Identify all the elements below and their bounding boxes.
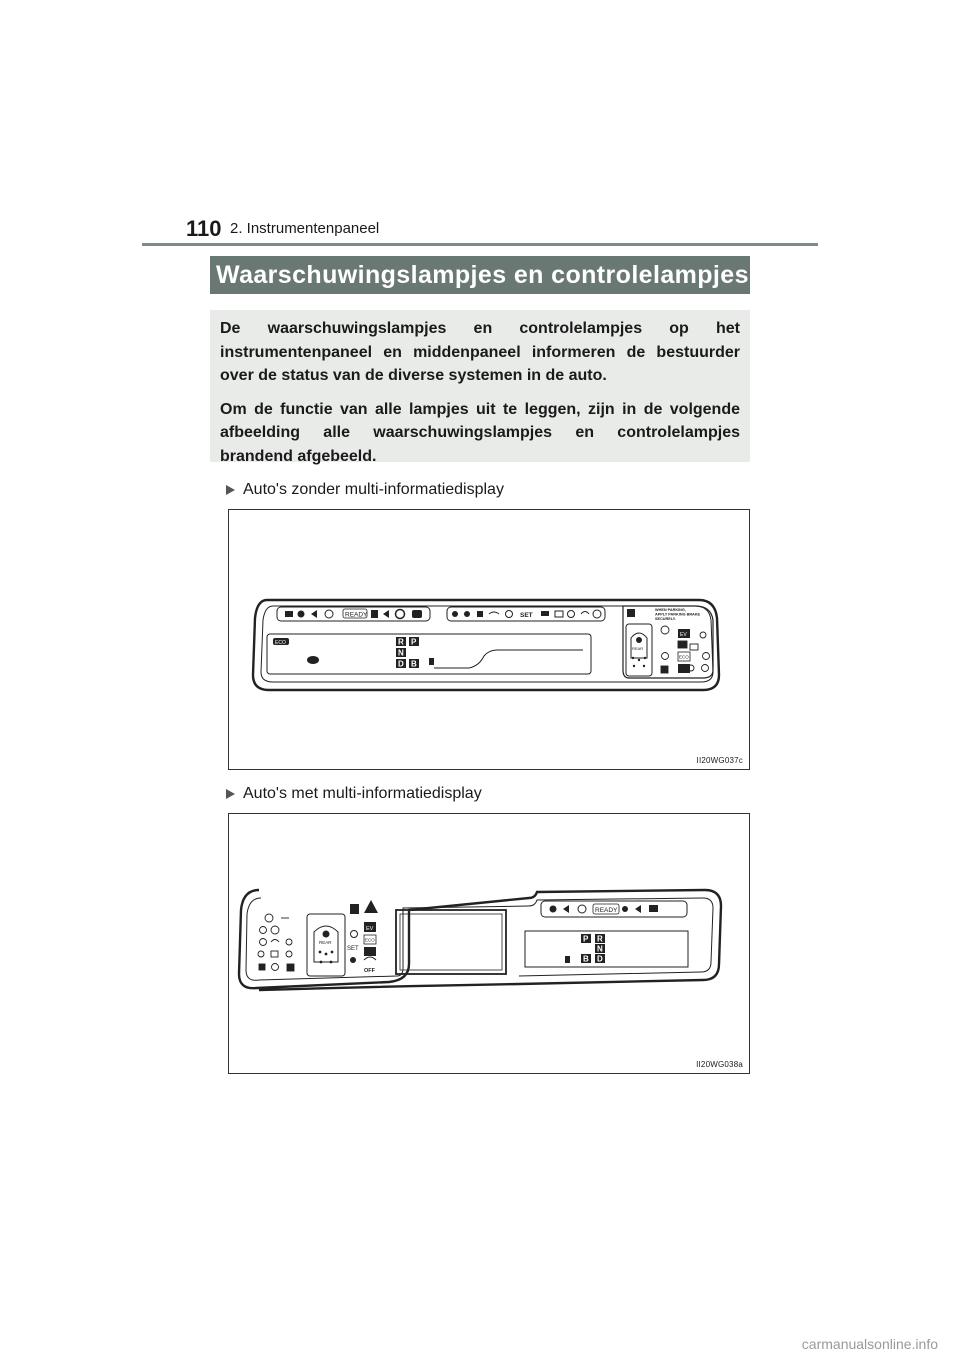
left-icon-grid bbox=[258, 914, 294, 971]
rear-label: REAR bbox=[632, 646, 644, 651]
figure2-caption bbox=[226, 785, 482, 803]
gear-n: N bbox=[597, 944, 603, 954]
figure1-caption-text: Auto's zonder multi-informatiedisplay bbox=[243, 481, 504, 498]
panel-outline bbox=[253, 600, 719, 690]
gear-grid bbox=[581, 934, 605, 964]
gear-d: D bbox=[398, 659, 404, 669]
gear-b: B bbox=[583, 954, 589, 964]
seatbelt-panel bbox=[307, 914, 345, 976]
intro-paragraph-1: De waarschuwingslampjes en controlelampjes op het instrumentenpaneel en middenpaneel informeren de bestuurder over de status van de diverse systemen in de auto. bbox=[220, 320, 740, 384]
triangle-bullet-icon bbox=[226, 789, 235, 799]
gear-grid bbox=[396, 637, 419, 669]
gear-r: R bbox=[398, 637, 404, 647]
parking-icon bbox=[350, 904, 359, 914]
parking-msg-1: WHEN PARKING, bbox=[655, 608, 686, 612]
central-display bbox=[267, 634, 591, 674]
page-number: 110 bbox=[186, 216, 222, 241]
figure1-illustration bbox=[229, 510, 749, 769]
gear-n: N bbox=[398, 648, 404, 658]
ev-icon bbox=[307, 656, 319, 664]
rear-label: REAR bbox=[319, 940, 332, 945]
gear-r: R bbox=[597, 934, 603, 944]
figure1-code: II20WG037c bbox=[696, 756, 743, 765]
panel-outline bbox=[239, 890, 721, 990]
gear-d: D bbox=[597, 954, 603, 964]
ready-label: READY bbox=[345, 611, 368, 619]
triangle-bullet-icon bbox=[226, 485, 235, 495]
fuel-icon bbox=[565, 956, 570, 963]
multi-information-display bbox=[396, 910, 506, 974]
ready-label: READY bbox=[595, 907, 618, 914]
intro-box bbox=[210, 310, 750, 465]
auto-badge bbox=[678, 664, 690, 673]
figure1-caption bbox=[226, 481, 504, 499]
intro-paragraph-2: Om de functie van alle lampjes uit te leggen, zijn in de volgende afbeelding alle waarschuwingslampjes en controlelampjes brandend afgebeeld. bbox=[220, 400, 740, 465]
header-rule bbox=[142, 243, 818, 246]
figure1-instrument-panel bbox=[228, 509, 750, 770]
fuel-gauge-line bbox=[434, 650, 583, 668]
figure2-caption-text: Auto's met multi-informatiedisplay bbox=[243, 785, 482, 802]
slip-icon bbox=[364, 957, 376, 960]
set-label: SET bbox=[347, 946, 359, 952]
parking-msg-3: SECURELY. bbox=[655, 617, 676, 621]
eco-mode-label: ECO bbox=[365, 937, 375, 943]
gear-b: B bbox=[411, 659, 417, 669]
ev-label: EV bbox=[366, 926, 374, 932]
eco-label: ECO bbox=[275, 640, 286, 646]
gear-display bbox=[525, 931, 688, 967]
multi-information-display-inner bbox=[400, 914, 502, 970]
watermark: carmanualsonline.info bbox=[801, 1336, 938, 1352]
off-label: OFF bbox=[364, 968, 375, 974]
figure2-code: II20WG038a bbox=[696, 1060, 743, 1069]
gear-p: P bbox=[411, 637, 417, 647]
ev-label: EV bbox=[680, 632, 687, 638]
panel-inner-outline bbox=[261, 606, 713, 682]
section-title: Waarschuwingslampjes en controlelampjes bbox=[216, 261, 749, 289]
set-label: SET bbox=[520, 612, 533, 619]
gear-p: P bbox=[583, 934, 589, 944]
fuel-icon bbox=[429, 658, 434, 665]
warning-triangle-icon bbox=[364, 900, 378, 913]
parking-warning-icon bbox=[627, 609, 635, 617]
eco-mode-label: ECO bbox=[679, 654, 689, 660]
chapter-title: 2. Instrumentenpaneel bbox=[230, 220, 380, 237]
figure2-illustration bbox=[229, 814, 749, 1073]
section-title-bar bbox=[210, 256, 750, 294]
auto-badge bbox=[364, 947, 376, 956]
figure2-instrument-panel bbox=[228, 813, 750, 1074]
parking-msg-2: APPLY PARKING BRAKE bbox=[655, 612, 701, 617]
